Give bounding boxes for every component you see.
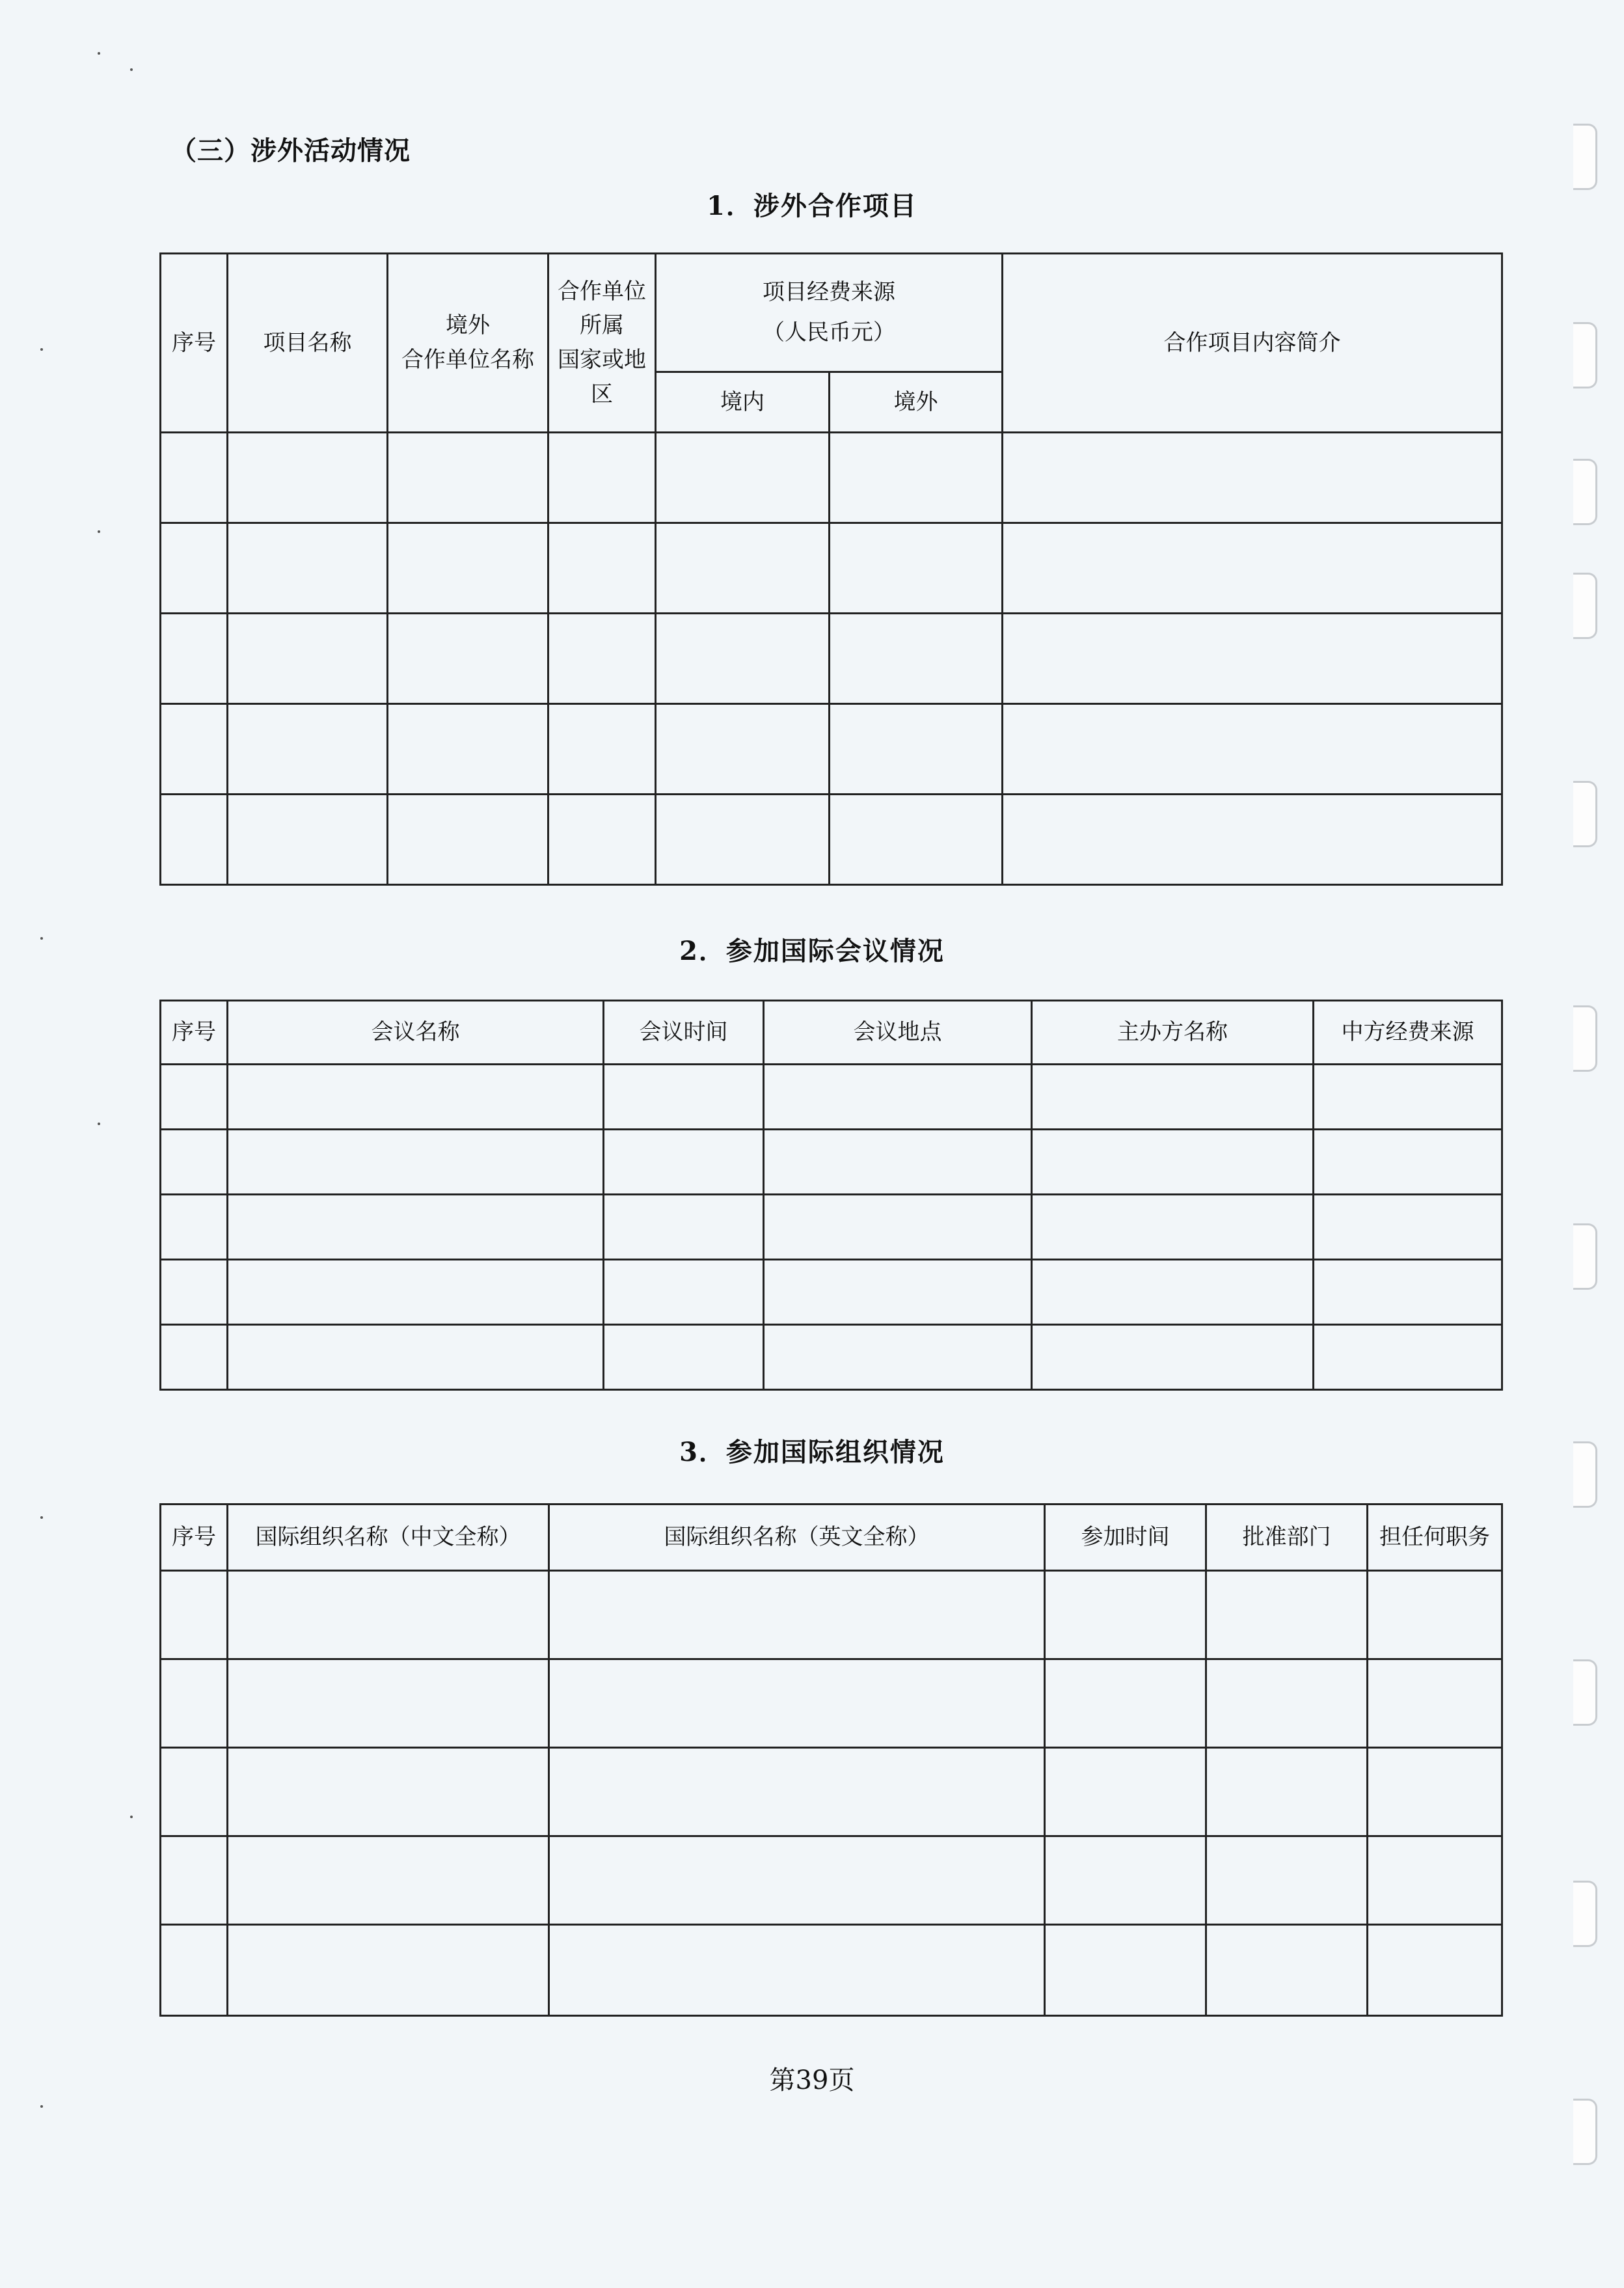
table-cell	[1206, 1659, 1368, 1748]
table2-title: 2．参加国际会议情况	[679, 936, 945, 966]
table-cell	[1032, 1065, 1314, 1130]
table-row	[161, 1925, 1502, 2016]
table-cell	[1003, 433, 1502, 523]
table-cell	[228, 433, 388, 523]
scan-speck	[40, 348, 43, 351]
table-row	[161, 1195, 1502, 1260]
table-row	[161, 795, 1502, 885]
table-row	[161, 614, 1502, 704]
table-cell	[1003, 523, 1502, 614]
table-cell	[228, 1065, 604, 1130]
table-cell	[1032, 1130, 1314, 1195]
scan-speck	[98, 530, 100, 533]
table-cell	[656, 433, 830, 523]
table-row	[161, 1659, 1502, 1748]
table-cell	[1314, 1065, 1502, 1130]
table-cell	[549, 1571, 1045, 1659]
table-cell	[161, 433, 228, 523]
table-cell	[161, 614, 228, 704]
table-row	[161, 1325, 1502, 1390]
table-cell	[161, 1659, 228, 1748]
table-cell	[549, 1659, 1045, 1748]
table-cell	[228, 1325, 604, 1390]
table-cell	[830, 704, 1003, 795]
table-cell	[161, 1065, 228, 1130]
scan-speck	[40, 1516, 43, 1519]
binder-ring	[1573, 124, 1597, 190]
table-cell	[228, 795, 388, 885]
table-row	[161, 1260, 1502, 1325]
table-cell	[604, 1325, 764, 1390]
table-cell	[764, 1325, 1032, 1390]
header-organizer: 主办方名称	[1032, 1001, 1314, 1065]
table-cell	[161, 1571, 228, 1659]
table-row	[161, 1571, 1502, 1659]
table-cell	[656, 704, 830, 795]
table-cell	[228, 1748, 549, 1836]
table-row	[161, 704, 1502, 795]
table-cell	[1206, 1748, 1368, 1836]
table-cell	[1003, 704, 1502, 795]
table-cell	[1032, 1195, 1314, 1260]
table-cell	[1368, 1748, 1502, 1836]
table-row	[161, 1130, 1502, 1195]
table-cell	[1003, 795, 1502, 885]
table-cell	[388, 614, 548, 704]
international-organization-table	[159, 1503, 1503, 2017]
table-cell	[604, 1195, 764, 1260]
table-cell	[228, 1130, 604, 1195]
table-cell	[1314, 1195, 1502, 1260]
table-cell	[228, 1195, 604, 1260]
table-cell	[1206, 1925, 1368, 2016]
table-cell	[656, 523, 830, 614]
table-cell	[764, 1065, 1032, 1130]
table-cell	[764, 1195, 1032, 1260]
table-cell	[548, 433, 656, 523]
table-cell	[1206, 1836, 1368, 1925]
table-row	[161, 1065, 1502, 1130]
header-summary: 合作项目内容简介	[1003, 254, 1502, 433]
table-cell	[161, 704, 228, 795]
binder-ring	[1573, 781, 1597, 847]
table-row	[161, 1748, 1502, 1836]
table-cell	[656, 795, 830, 885]
table-cell	[548, 523, 656, 614]
table-cell	[604, 1065, 764, 1130]
table-cell	[830, 795, 1003, 885]
header-index: 序号	[161, 1505, 228, 1571]
international-conference-table	[159, 1000, 1503, 1391]
table-cell	[764, 1130, 1032, 1195]
header-org-name-english: 国际组织名称（英文全称）	[549, 1505, 1045, 1571]
table-cell	[604, 1130, 764, 1195]
table-cell	[764, 1260, 1032, 1325]
table-cell	[1368, 1836, 1502, 1925]
table-cell	[228, 1571, 549, 1659]
section-title: （三）涉外活动情况	[170, 135, 411, 166]
scan-speck	[40, 2105, 43, 2108]
table-cell	[1045, 1748, 1206, 1836]
table-cell	[1368, 1659, 1502, 1748]
binder-ring	[1573, 459, 1597, 525]
table-cell	[830, 614, 1003, 704]
binder-ring	[1573, 1005, 1597, 1072]
scan-speck	[130, 1816, 133, 1818]
table-cell	[1368, 1571, 1502, 1659]
header-join-time: 参加时间	[1045, 1505, 1206, 1571]
table-cell	[830, 523, 1003, 614]
table-row	[161, 523, 1502, 614]
binder-ring	[1573, 1881, 1597, 1947]
table-cell	[228, 1260, 604, 1325]
table-cell	[161, 795, 228, 885]
table-cell	[228, 704, 388, 795]
table-cell	[228, 1925, 549, 2016]
table-cell	[1045, 1571, 1206, 1659]
table-cell	[548, 795, 656, 885]
header-position: 担任何职务	[1368, 1505, 1502, 1571]
table-cell	[1045, 1925, 1206, 2016]
page-number: 第39页	[769, 2065, 855, 2095]
table-cell	[161, 1130, 228, 1195]
header-conference-time: 会议时间	[604, 1001, 764, 1065]
table-cell	[388, 523, 548, 614]
table-cell	[1368, 1925, 1502, 2016]
binder-ring	[1573, 1659, 1597, 1726]
table-cell	[1045, 1659, 1206, 1748]
header-funding-source: 中方经费来源	[1314, 1001, 1502, 1065]
header-partner-name: 境外 合作单位名称	[388, 254, 548, 433]
table-cell	[228, 1659, 549, 1748]
table-cell	[830, 433, 1003, 523]
table-cell	[161, 1748, 228, 1836]
foreign-cooperation-table	[159, 252, 1503, 886]
table-cell	[549, 1748, 1045, 1836]
table1-title: 1．涉外合作项目	[707, 191, 917, 221]
header-approval-dept: 批准部门	[1206, 1505, 1368, 1571]
table-cell	[1314, 1325, 1502, 1390]
table-cell	[1314, 1130, 1502, 1195]
header-index: 序号	[161, 254, 228, 433]
table-cell	[549, 1836, 1045, 1925]
binder-ring	[1573, 573, 1597, 639]
table-cell	[656, 614, 830, 704]
table-cell	[161, 1260, 228, 1325]
table-row	[161, 433, 1502, 523]
table-cell	[228, 614, 388, 704]
header-funding-source: 项目经费来源 （人民币元）	[656, 254, 1003, 372]
table-cell	[161, 523, 228, 614]
table-cell	[161, 1325, 228, 1390]
table-cell	[161, 1925, 228, 2016]
table-row	[161, 1836, 1502, 1925]
binder-ring	[1573, 322, 1597, 388]
header-conference-location: 会议地点	[764, 1001, 1032, 1065]
scan-speck	[98, 1123, 100, 1125]
table-cell	[161, 1836, 228, 1925]
table-cell	[388, 795, 548, 885]
header-partner-region: 合作单位 所属 国家或地 区	[548, 254, 656, 433]
table-cell	[228, 1836, 549, 1925]
table-cell	[604, 1260, 764, 1325]
header-domestic: 境内	[656, 372, 830, 433]
table-cell	[1032, 1260, 1314, 1325]
binder-ring	[1573, 1223, 1597, 1290]
table-cell	[1045, 1836, 1206, 1925]
table-cell	[548, 704, 656, 795]
header-conference-name: 会议名称	[228, 1001, 604, 1065]
header-overseas: 境外	[830, 372, 1003, 433]
table3-title: 3．参加国际组织情况	[679, 1437, 945, 1467]
scan-speck	[98, 52, 100, 55]
table-cell	[549, 1925, 1045, 2016]
header-project-name: 项目名称	[228, 254, 388, 433]
table-cell	[1206, 1571, 1368, 1659]
table-cell	[388, 433, 548, 523]
binder-ring	[1573, 2099, 1597, 2165]
table-cell	[1032, 1325, 1314, 1390]
table-cell	[1003, 614, 1502, 704]
scan-speck	[130, 68, 133, 71]
table-cell	[1314, 1260, 1502, 1325]
table-cell	[548, 614, 656, 704]
table-cell	[388, 704, 548, 795]
table-cell	[161, 1195, 228, 1260]
header-org-name-chinese: 国际组织名称（中文全称）	[228, 1505, 549, 1571]
table-cell	[228, 523, 388, 614]
header-index: 序号	[161, 1001, 228, 1065]
